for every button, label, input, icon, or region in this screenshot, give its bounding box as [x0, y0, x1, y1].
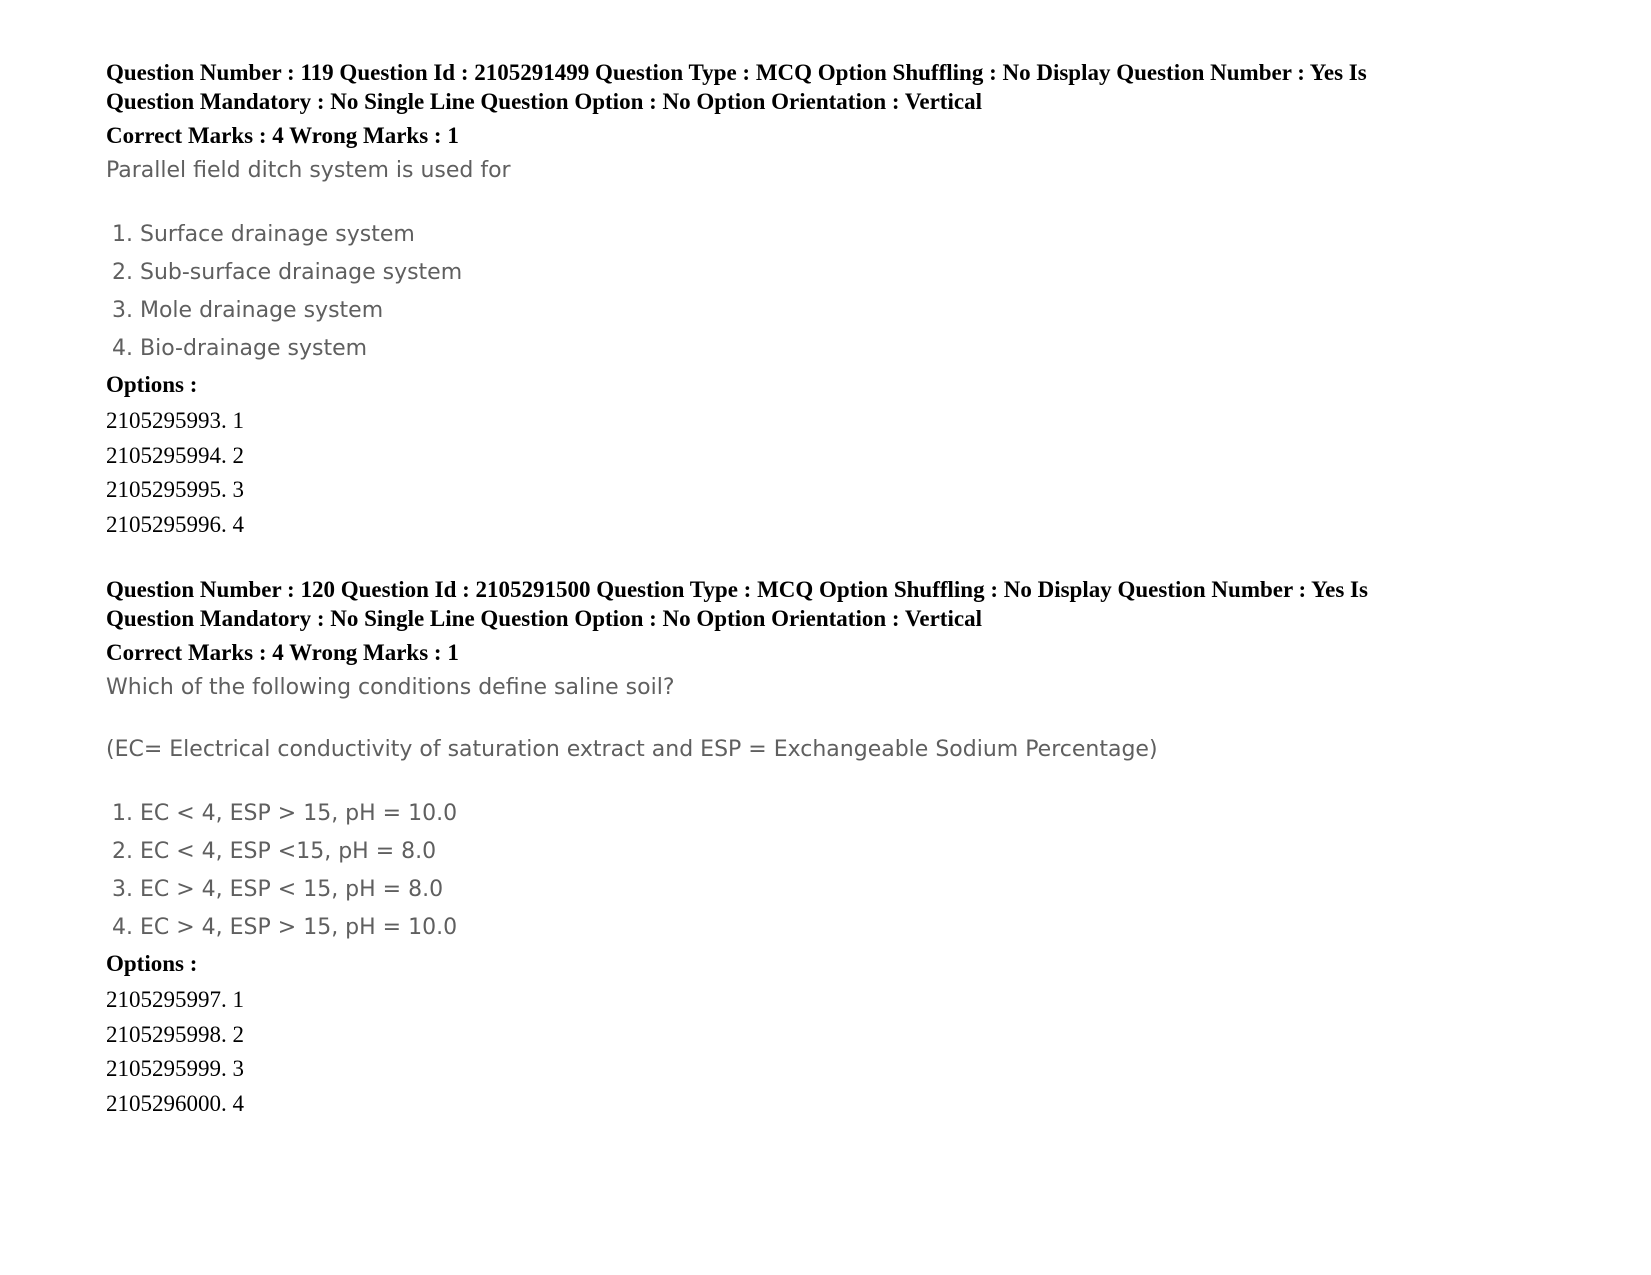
option-id-item: 2105295993. 1 [106, 408, 244, 433]
choice-item: 1. Surface drainage system [112, 222, 415, 247]
option-id-item: 2105295996. 4 [106, 511, 244, 537]
option-id-item: 2105295997. 1 [106, 987, 244, 1012]
choice-item: 3. EC > 4, ESP < 15, pH = 8.0 [112, 877, 444, 902]
question-stem-note: (EC= Electrical conductivity of saturation extract and ESP = Exchangeable Sodium Percentage) [106, 737, 1158, 762]
choice-item: 2. EC < 4, ESP <15, pH = 8.0 [112, 839, 437, 864]
question-meta-line-1: Question Number : 120 Question Id : 2105291500 Question Type : MCQ Option Shuffling : No Display Question Number : Yes Is [106, 577, 1368, 602]
question-paper-page [106, 58, 1546, 1121]
question-119 [106, 58, 1546, 542]
question-stem: Which of the following conditions define saline soil? [106, 675, 675, 700]
question-meta [106, 575, 1546, 633]
options-heading: Options : [106, 372, 198, 397]
choice-item: 2. Sub-surface drainage system [112, 260, 463, 285]
option-id-item: 2105295999. 3 [106, 1056, 244, 1081]
choice-item: 3. Mole drainage system [112, 298, 384, 323]
question-meta-line-2: Question Mandatory : No Single Line Question Option : No Option Orientation : Vertical [106, 606, 982, 631]
option-id-list [106, 404, 1546, 542]
choice-list [112, 795, 1546, 947]
option-id-item: 2105296000. 4 [106, 1090, 244, 1116]
choice-item: 1. EC < 4, ESP > 15, pH = 10.0 [112, 801, 458, 826]
question-meta-line-2: Question Mandatory : No Single Line Question Option : No Option Orientation : Vertical [106, 89, 982, 114]
option-id-item: 2105295998. 2 [106, 1021, 244, 1047]
question-stem: Parallel field ditch system is used for [106, 158, 511, 183]
choice-item: 4. Bio-drainage system [112, 336, 368, 361]
option-id-item: 2105295994. 2 [106, 442, 244, 468]
question-marks: Correct Marks : 4 Wrong Marks : 1 [106, 123, 459, 148]
choice-list [112, 216, 1546, 368]
question-120 [106, 575, 1546, 1121]
question-meta [106, 58, 1546, 116]
question-meta-line-1: Question Number : 119 Question Id : 2105291499 Question Type : MCQ Option Shuffling : No Display Question Number : Yes Is [106, 60, 1367, 85]
options-heading: Options : [106, 951, 198, 976]
option-id-list [106, 983, 1546, 1121]
choice-item: 4. EC > 4, ESP > 15, pH = 10.0 [112, 915, 458, 940]
question-marks: Correct Marks : 4 Wrong Marks : 1 [106, 640, 459, 665]
option-id-item: 2105295995. 3 [106, 477, 244, 502]
